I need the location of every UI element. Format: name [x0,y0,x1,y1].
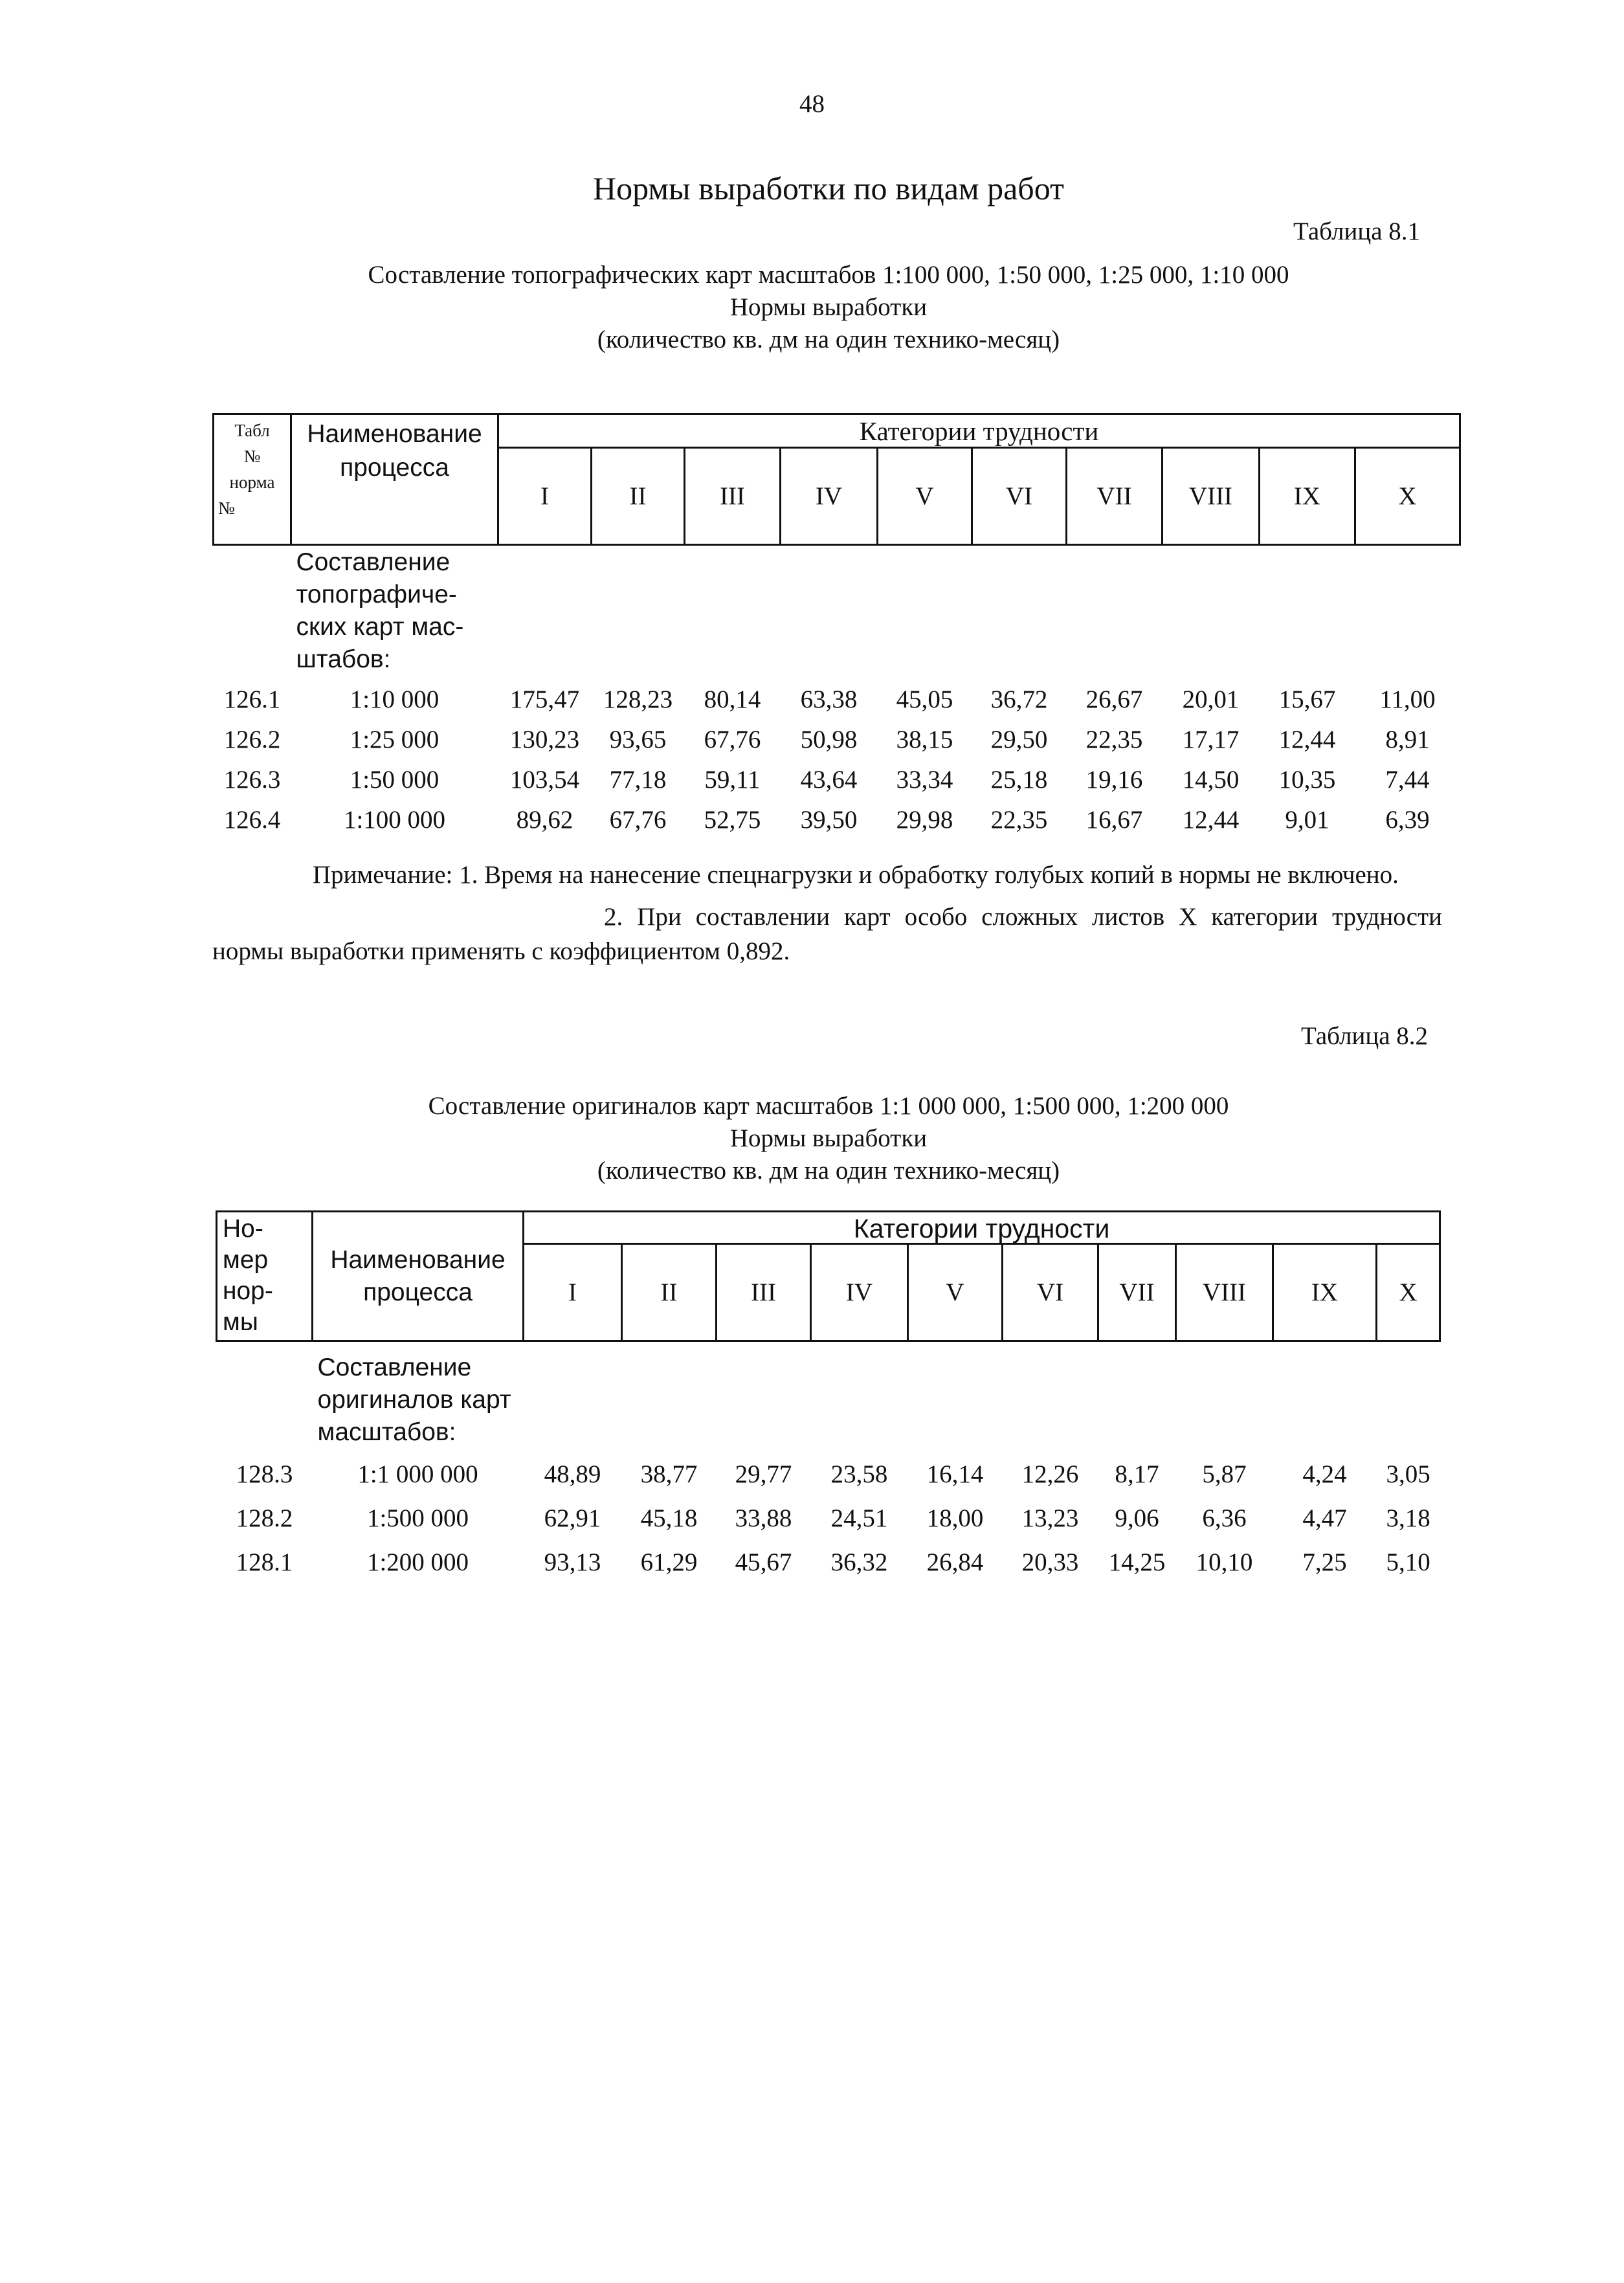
value-cell: 24,51 [830,1504,888,1532]
value-cell: 10,35 [1278,766,1336,794]
value-cell: 33,88 [735,1504,792,1532]
value-cell: 9,01 [1285,806,1329,834]
note-2: 2. При составлении карт особо сложных листов X категории трудности нормы выработки применять с коэффициентом 0,892. [212,903,1442,965]
category-header: VIII [1176,1244,1273,1341]
caption-line: Составление топографических карт масштабов 1:100 000, 1:50 000, 1:25 000, 1:10 000 [368,261,1289,289]
category-header: VIII [1162,448,1260,545]
caption-line: (количество кв. дм на один технико-месяц) [597,326,1060,353]
categories-header: Категории трудности [498,414,1460,448]
value-cell: 6,36 [1202,1504,1247,1532]
category-header: V [878,448,972,545]
group-label: Составление оригиналов карт масштабов: [317,1353,511,1446]
row-scale: 1:50 000 [350,766,439,794]
value-cell: 29,77 [735,1460,792,1488]
row-number: 126.1 [223,685,281,713]
value-cell: 62,91 [544,1504,601,1532]
col-header-number: Но- мер нор- мы [217,1212,313,1341]
group-label: Составление топографиче- ских карт мас- штабов: [296,548,464,673]
category-header: IV [781,448,878,545]
value-cell: 36,32 [830,1548,888,1576]
page-number: 48 [799,90,825,118]
category-header: II [622,1244,717,1341]
value-cell: 89,62 [516,806,573,834]
category-header: X [1377,1244,1440,1341]
row-scale: 1:500 000 [366,1504,469,1532]
row-scale: 1:10 000 [350,685,439,713]
value-cell: 20,01 [1182,685,1240,713]
category-header: VII [1098,1244,1176,1341]
value-cell: 43,64 [800,766,858,794]
value-cell: 3,05 [1386,1460,1430,1488]
value-cell: 8,17 [1115,1460,1159,1488]
value-cell: 12,26 [1021,1460,1079,1488]
table-caption [0,1090,1624,1187]
value-cell: 7,25 [1302,1548,1347,1576]
value-cell: 36,72 [990,685,1048,713]
value-cell: 48,89 [544,1460,601,1488]
value-cell: 25,18 [990,766,1048,794]
row-scale: 1:1 000 000 [357,1460,478,1488]
row-scale: 1:200 000 [366,1548,469,1576]
value-cell: 130,23 [509,726,580,753]
note-1: Примечание: 1. Время на нанесение спецнагрузки и обработку голубых копий в нормы не включено. [313,861,1399,889]
value-cell: 20,33 [1021,1548,1079,1576]
value-cell: 8,91 [1385,726,1430,753]
value-cell: 61,29 [640,1548,698,1576]
value-cell: 103,54 [509,766,580,794]
value-cell: 52,75 [704,806,761,834]
value-cell: 45,05 [896,685,953,713]
category-header: III [685,448,781,545]
value-cell: 11,00 [1379,685,1436,713]
value-cell: 15,67 [1278,685,1336,713]
value-cell: 14,25 [1108,1548,1166,1576]
caption-line: Нормы выработки [729,293,928,321]
row-number: 128.2 [236,1504,293,1532]
value-cell: 7,44 [1385,766,1430,794]
value-cell: 18,00 [926,1504,984,1532]
value-cell: 77,18 [609,766,667,794]
value-cell: 63,38 [800,685,858,713]
col-header-name: Наименование процесса [291,414,498,545]
norms-table-8-2 [216,1210,1441,1585]
value-cell: 93,65 [609,726,667,753]
category-header: I [498,448,592,545]
value-cell: 50,98 [800,726,858,753]
row-number: 128.3 [236,1460,293,1488]
category-header: I [524,1244,622,1341]
caption-line: Составление оригиналов карт масштабов 1:1 000 000, 1:500 000, 1:200 000 [428,1092,1229,1120]
table-row [214,720,1460,760]
value-cell: 9,06 [1115,1504,1159,1532]
category-header: V [908,1244,1003,1341]
row-number: 126.4 [223,806,281,834]
value-cell: 80,14 [704,685,761,713]
row-scale: 1:100 000 [343,806,446,834]
row-number: 128.1 [236,1548,293,1576]
value-cell: 10,10 [1196,1548,1253,1576]
value-cell: 26,67 [1085,685,1143,713]
value-cell: 93,13 [544,1548,601,1576]
category-header: X [1355,448,1460,545]
caption-line: Нормы выработки [729,1124,928,1152]
col-header-name: Наименование процесса [313,1212,524,1341]
category-header: III [717,1244,811,1341]
value-cell: 12,44 [1182,806,1240,834]
value-cell: 33,34 [896,766,953,794]
category-header: II [592,448,685,545]
value-cell: 23,58 [830,1460,888,1488]
value-cell: 16,67 [1085,806,1143,834]
category-header: VII [1067,448,1162,545]
category-header: VI [1003,1244,1098,1341]
value-cell: 39,50 [800,806,858,834]
value-cell: 16,14 [926,1460,984,1488]
category-header: VI [972,448,1067,545]
value-cell: 14,50 [1182,766,1240,794]
value-cell: 45,18 [640,1504,698,1532]
value-cell: 59,11 [704,766,761,794]
value-cell: 3,18 [1386,1504,1430,1532]
value-cell: 38,77 [640,1460,698,1488]
table-row [217,1497,1440,1541]
value-cell: 5,87 [1202,1460,1247,1488]
category-header: IX [1273,1244,1377,1341]
row-number: 126.3 [223,766,281,794]
value-cell: 29,98 [896,806,953,834]
categories-header: Категории трудности [524,1212,1440,1244]
table-row [214,680,1460,720]
category-header: IX [1260,448,1355,545]
table-row [217,1541,1440,1585]
value-cell: 22,35 [1085,726,1143,753]
value-cell: 6,39 [1385,806,1430,834]
value-cell: 5,10 [1386,1548,1430,1576]
category-header: IV [811,1244,908,1341]
norms-table-8-1 [212,413,1461,840]
section-title: Нормы выработки по видам работ [593,170,1064,206]
value-cell: 38,15 [896,726,953,753]
value-cell: 4,47 [1302,1504,1347,1532]
caption-line: (количество кв. дм на один технико-месяц) [597,1157,1060,1185]
table-label: Таблица 8.2 [1301,1022,1429,1050]
value-cell: 22,35 [990,806,1048,834]
value-cell: 128,23 [603,685,673,713]
value-cell: 67,76 [609,806,667,834]
value-cell: 13,23 [1021,1504,1079,1532]
table-caption [0,259,1624,356]
value-cell: 29,50 [990,726,1048,753]
value-cell: 19,16 [1085,766,1143,794]
value-cell: 67,76 [704,726,761,753]
table-label: Таблица 8.1 [1293,217,1421,245]
table-row [214,800,1460,840]
table-notes [212,858,1442,968]
value-cell: 26,84 [926,1548,984,1576]
row-scale: 1:25 000 [350,726,439,753]
row-number: 126.2 [223,726,281,753]
col-header-number: Табл № норма № [214,414,291,545]
value-cell: 45,67 [735,1548,792,1576]
table-row [217,1453,1440,1497]
table-row [214,760,1460,800]
value-cell: 12,44 [1278,726,1336,753]
value-cell: 17,17 [1182,726,1240,753]
value-cell: 4,24 [1302,1460,1347,1488]
value-cell: 175,47 [509,685,580,713]
